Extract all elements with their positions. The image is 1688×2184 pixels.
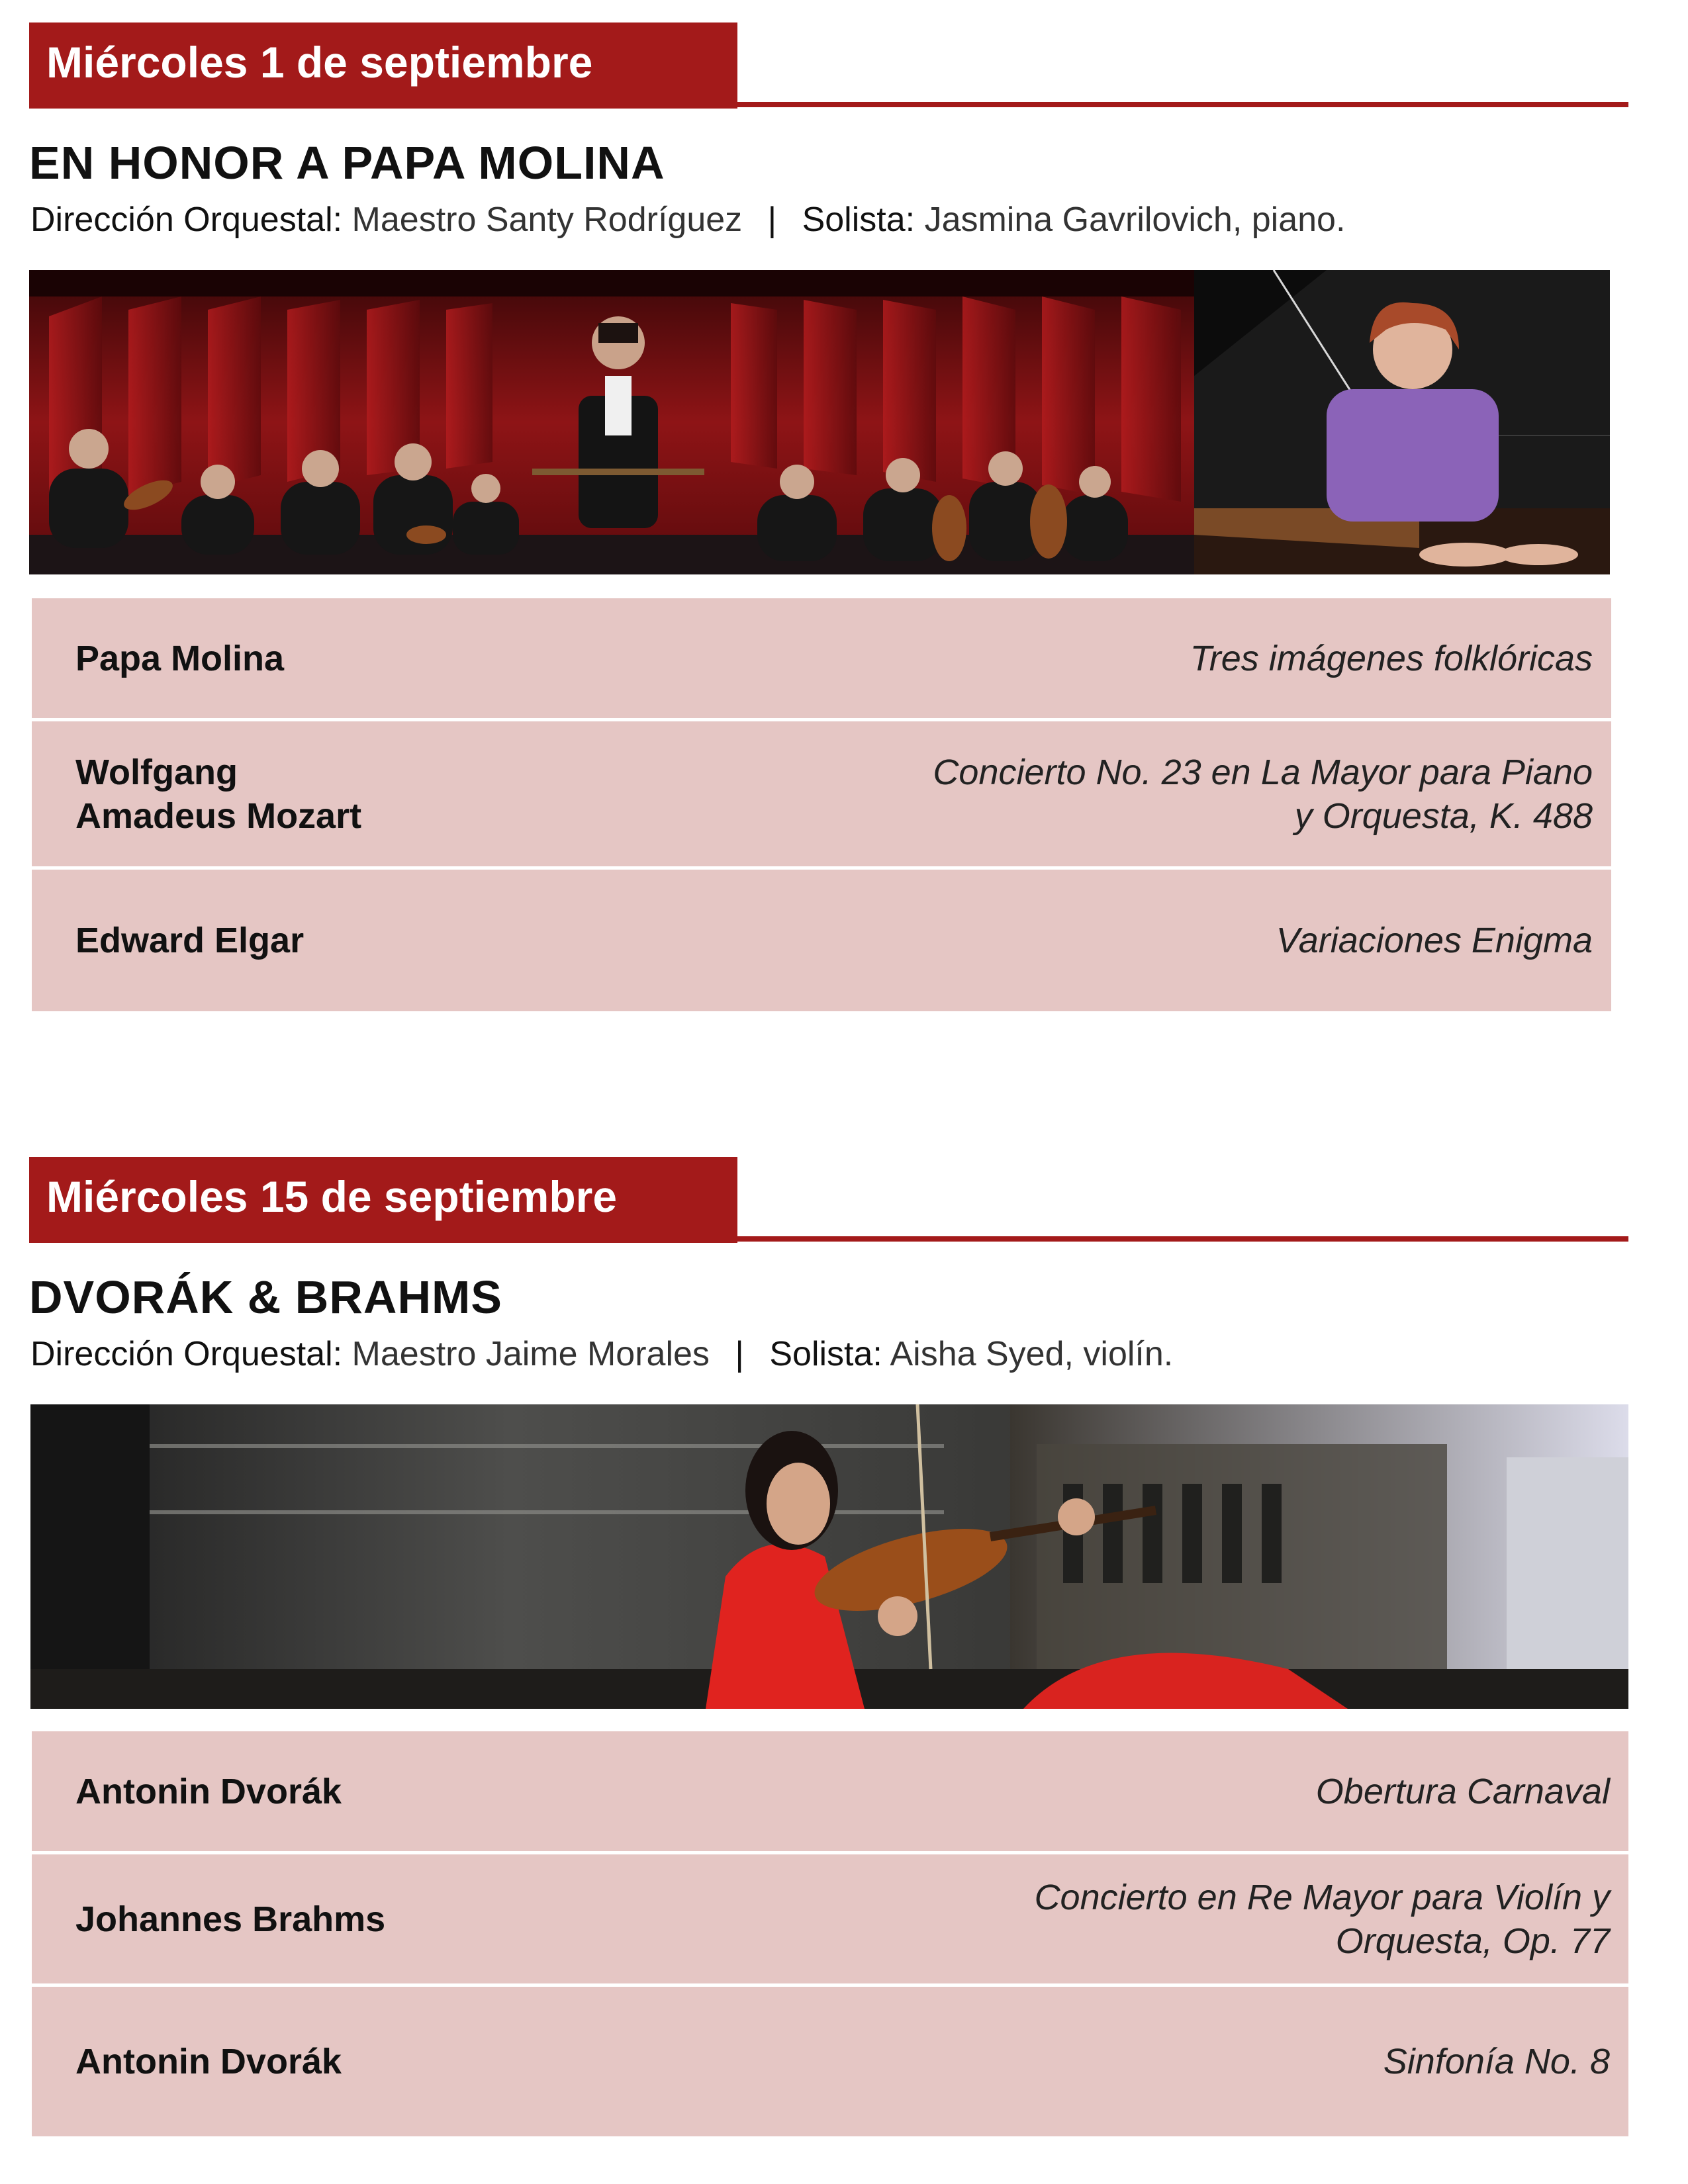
conductor-name: Maestro Santy Rodríguez — [352, 201, 743, 239]
event-credits — [30, 1334, 1173, 1374]
violinist-photo — [30, 1404, 1628, 1709]
credits-separator: | — [735, 1335, 744, 1373]
composer-name: Papa Molina — [75, 638, 285, 678]
conductor-label: Dirección Orquestal: — [30, 201, 343, 239]
program-list — [32, 598, 1611, 1011]
work-title: Variaciones Enigma — [1276, 921, 1593, 960]
date-header — [0, 23, 1688, 109]
credits-separator: | — [767, 201, 777, 239]
soloist-name: Aisha Syed, violín. — [890, 1335, 1174, 1373]
work-title: Sinfonía No. 8 — [1383, 2042, 1610, 2081]
program-row — [32, 870, 1611, 1011]
composer-name: Wolfgang Amadeus Mozart — [75, 752, 362, 836]
date-banner: Miércoles 1 de septiembre — [29, 23, 737, 109]
soloist-label: Solista: — [769, 1335, 882, 1373]
date-rule — [29, 1236, 1628, 1242]
composer-name: Edward Elgar — [75, 921, 305, 960]
event-1 — [0, 23, 1688, 960]
composer-name: Johannes Brahms — [75, 1899, 386, 1939]
soloist-name: Jasmina Gavrilovich, piano. — [924, 201, 1346, 239]
work-title: Concierto en Re Mayor para Violín y Orquesta, Op. 77 — [1034, 1877, 1610, 1961]
program-row — [32, 1731, 1628, 1854]
program-row — [32, 598, 1611, 721]
program-row — [32, 721, 1611, 870]
soloist-label: Solista: — [802, 201, 915, 239]
work-title: Concierto No. 23 en La Mayor para Piano y Orquesta, K. 488 — [933, 752, 1593, 836]
orchestra-photo — [29, 270, 1194, 574]
date-header — [0, 1157, 1688, 1243]
composer-name: Antonin Dvorák — [75, 2042, 342, 2081]
event-credits — [30, 200, 1345, 240]
composer-name: Antonin Dvorák — [75, 1771, 342, 1811]
work-title: Obertura Carnaval — [1315, 1771, 1610, 1811]
program-list — [32, 1731, 1628, 2136]
work-title: Tres imágenes folklóricas — [1190, 638, 1593, 678]
conductor-name: Maestro Jaime Morales — [352, 1335, 710, 1373]
date-banner: Miércoles 15 de septiembre — [29, 1157, 737, 1243]
program-row — [32, 1987, 1628, 2136]
conductor-label: Dirección Orquestal: — [30, 1335, 343, 1373]
event-title: DVORÁK & BRAHMS — [29, 1271, 502, 1323]
soloist-photo — [1194, 270, 1610, 574]
program-row — [32, 1854, 1628, 1987]
event-title: EN HONOR A PAPA MOLINA — [29, 137, 665, 189]
date-rule — [29, 102, 1628, 107]
event-2 — [0, 1157, 1688, 2081]
